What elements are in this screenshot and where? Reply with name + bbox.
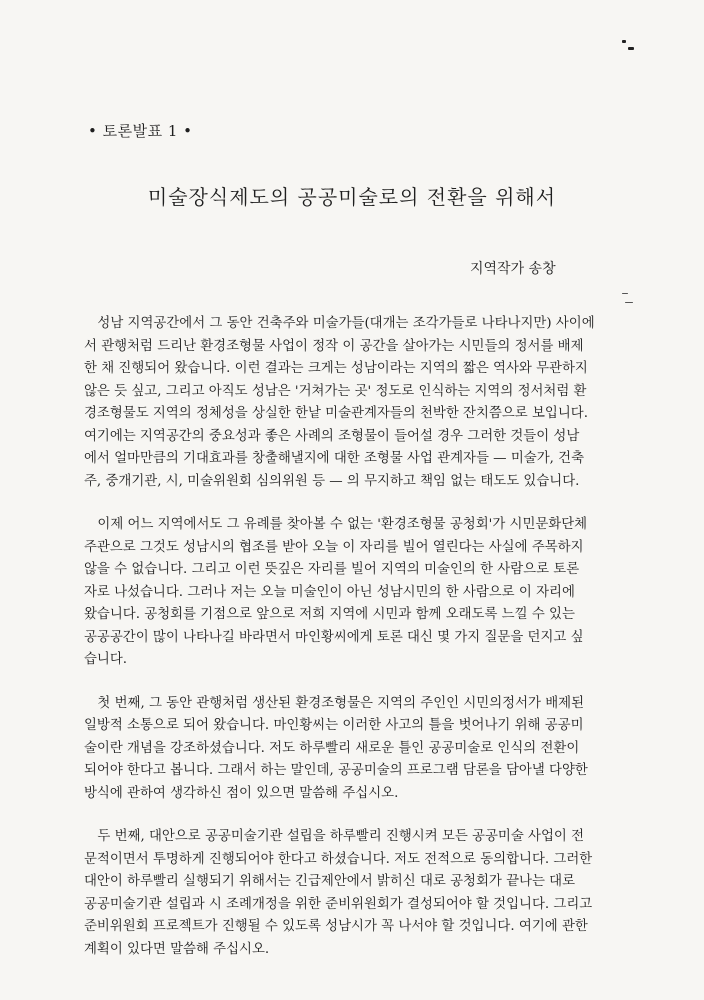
text-line: 주관으로 그것도 성남시의 협조를 받아 오늘 이 자리를 빌어 열린다는 사실에 주목하지 [84, 539, 584, 555]
text-line: 않을 수 없습니다. 그리고 이런 뜻깊은 자리를 빌어 지역의 미술인의 한 사람으로 토론 [84, 562, 580, 577]
section-label: • 토론발표 1 • [88, 122, 193, 140]
scan-speck [628, 47, 634, 50]
paragraph-2 [84, 514, 620, 672]
text-line: 두 번째, 대안으로 공공미술기관 설립을 하루빨리 진행시켜 모든 공공미술 사업이 전 [84, 829, 585, 844]
text-line: 경조형물도 지역의 정체성을 상실한 한낱 미술관계자들의 천박한 잔치쯤으로 보입니다. [84, 406, 588, 421]
text-line: 대안이 하루빨리 실행되기 위해서는 긴급제안에서 밝히신 대로 공청회가 끝나는 대로 [84, 874, 576, 889]
text-line: 서 관행처럼 드리난 환경조형물 사업이 정작 이 공간을 살아가는 시민들의 정서를 배제 [84, 338, 584, 354]
text-line: 자로 나섰습니다. 그러나 저는 오늘 미술인이 아닌 성남시민의 한 사람으로 이 자리에 [84, 584, 575, 600]
paragraph-4 [84, 826, 620, 961]
text-line: 공공미술기관 설립과 시 조례개정을 위한 준비위원회가 결성되어야 할 것입니다. 그리고 [84, 896, 593, 912]
paragraph-1 [84, 313, 620, 493]
scan-speck [622, 293, 628, 294]
text-line: 문적이면서 투명하게 진행되어야 한다고 하셨습니다. 저도 전적으로 동의합니다. 그러한 [84, 851, 593, 867]
text-line: 주, 중개기관, 시, 미술위원회 심의위원 등 — 의 무지하고 책임 없는 태도도 있습니다. [84, 473, 580, 489]
text-line: 술이란 개념을 강조하셨습니다. 저도 하루빨리 새로운 틀인 공공미술로 인식의 전환이 [84, 740, 580, 756]
text-line: 공공공간이 많이 나타나길 바라면서 마인황씨에게 토론 대신 몇 가지 질문을 던지고 싶 [84, 629, 584, 645]
text-line: 계획이 있다면 말씀해 주십시오. [84, 941, 270, 957]
paragraph-3 [84, 693, 620, 806]
author-name: 지역작가 송창 [470, 261, 556, 277]
text-line: 습니다. [84, 652, 128, 667]
document-body [84, 313, 620, 982]
text-line: 방식에 관하여 생각하신 점이 있으면 말씀해 주십시오. [84, 785, 399, 801]
text-line: 에서 얼마만큼의 기대효과를 창출해낼지에 대한 조형물 사업 관계자들 — 미술가, 건축 [84, 451, 585, 466]
scan-speck [625, 302, 633, 303]
text-line: 첫 번째, 그 동안 관행처럼 생산된 환경조형물은 지역의 주인인 시민의정서가 배제된 [84, 695, 585, 711]
text-line: 성남 지역공간에서 그 동안 건축주와 미술가들(대개는 조각가들로 나타나지만) 사이에 [84, 316, 595, 331]
text-line: 되어야 한다고 봅니다. 그래서 하는 말인데, 공공미술의 프로그램 담론을 담아낼 다양한 [84, 763, 588, 778]
text-line: 한 채 진행되어 왔습니다. 이런 결과는 크게는 성남이라는 지역의 짧은 역사와 무관하지 [84, 361, 588, 376]
text-line: 준비위원회 프로젝트가 진행될 수 있도록 성남시가 꼭 나서야 할 것입니다. 여기에 관한 [84, 919, 588, 934]
text-line: 이제 어느 지역에서도 그 유례를 찾아볼 수 없는 '환경조형물 공청회'가 시민문화단체 [84, 517, 588, 532]
text-line: 않은 듯 싶고, 그리고 아직도 성남은 '거쳐가는 곳' 정도로 인식하는 지역의 정서처럼 환 [84, 383, 587, 399]
text-line: 여기에는 지역공간의 중요성과 좋은 사례의 조형물이 들어설 경우 그러한 것들이 성남 [84, 428, 580, 444]
text-line: 일방적 소통으로 되어 왔습니다. 마인황씨는 이러한 사고의 틀을 벗어나기 위해 공공미 [84, 718, 584, 733]
document-title: 미술장식제도의 공공미술로의 전환을 위해서 [147, 185, 557, 209]
text-line: 왔습니다. 공청회를 기점으로 앞으로 저희 지역에 시민과 함께 오래도록 느낄 수 있는 [84, 607, 575, 622]
scan-speck [622, 40, 626, 43]
